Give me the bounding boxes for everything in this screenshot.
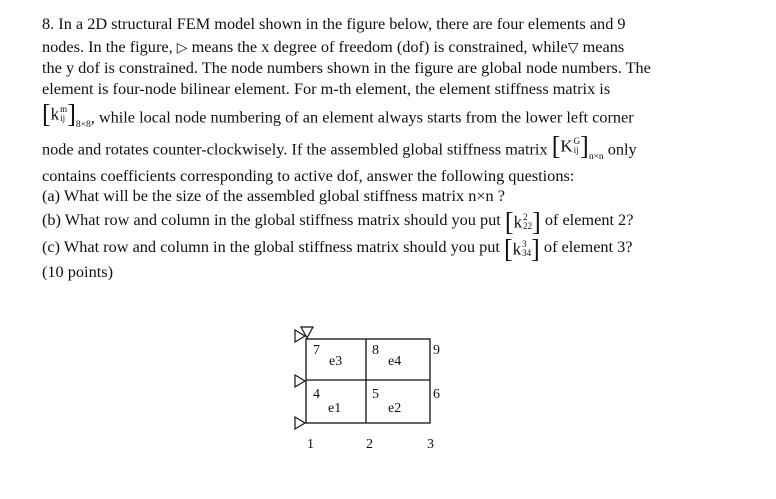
line2-text-a: nodes. In the figure,	[42, 37, 173, 56]
problem-line-3: the y dof is constrained. The node numbers shown in the figure are global node numbers. The	[42, 58, 651, 77]
k22-sub: 22	[523, 220, 533, 231]
problem-line-1: 8. In a 2D structural FEM model shown in the figure below, there are four elements and 9	[42, 14, 626, 33]
y-constraint-icon: ▽	[567, 40, 579, 56]
k34-sub: 34	[522, 247, 532, 258]
y-constraints	[301, 327, 313, 338]
line6-text-a: node and rotates counter-clockwisely. If the assembled global stiffness matrix	[42, 139, 548, 159]
K-sub: ij	[573, 145, 579, 156]
element-e1-label: e1	[328, 401, 342, 416]
points-label: (10 points)	[42, 262, 113, 281]
question-b-tail: of element 2?	[544, 210, 634, 229]
question-a: (a) What will be the size of the assembled global stiffness matrix n×n ?	[42, 186, 505, 205]
k22-sup: 2	[523, 211, 528, 222]
k-sub: ij	[60, 113, 66, 124]
global-stiffness-matrix: [K G ij ]$_{n\times n}$	[551, 131, 604, 162]
question-c-tail: of element 3?	[543, 237, 633, 256]
k34-base: k	[512, 238, 522, 258]
mesh-grid	[306, 339, 430, 423]
x-constraints	[295, 330, 305, 429]
node-7-label: 7	[313, 343, 320, 358]
line6-text-b: only	[607, 139, 637, 159]
k22-base: k	[513, 211, 523, 231]
question-c-text: (c) What row and column in the global stiffness matrix should you put	[42, 237, 500, 256]
question-b-text: (b) What row and column in the global stiffness matrix should you put	[42, 210, 501, 229]
K-sup: G	[573, 136, 581, 147]
problem-line-7: contains coefficients corresponding to active dof, answer the following questions:	[42, 166, 575, 185]
mesh-outline	[306, 339, 430, 423]
element-stiffness-matrix: [k m ij ]$_{8\times 8}$	[42, 99, 91, 130]
node-8-label: 8	[372, 343, 379, 358]
node-1-label: 1	[307, 437, 314, 452]
line2-text-c: means	[582, 37, 625, 56]
k22-element2: [k 2 22 ]	[504, 206, 541, 236]
k34-sup: 3	[522, 238, 527, 249]
y-constraint-icon	[301, 327, 313, 338]
x-constraint-icon	[295, 375, 305, 387]
node-2-label: 2	[366, 437, 373, 452]
node-6-label: 6	[433, 387, 440, 402]
K-base: K	[560, 136, 573, 156]
x-constraint-icon: ▷	[176, 40, 188, 56]
k-base: k	[50, 104, 60, 124]
k34-element3: [k 3 34 ]	[504, 233, 540, 263]
k-sup: m	[60, 104, 68, 115]
k-dim: 8×8	[75, 120, 91, 130]
K-dim: n×n	[588, 152, 604, 162]
node-9-label: 9	[433, 343, 440, 358]
node-3-label: 3	[427, 437, 434, 452]
problem-line-4: element is four-node bilinear element. For m-th element, the element stiffness matrix is	[42, 79, 611, 98]
element-e2-label: e2	[388, 401, 402, 416]
line5-text: , while local node numbering of an element always starts from the lower left corner	[90, 107, 634, 127]
node-5-label: 5	[372, 387, 379, 402]
element-e3-label: e3	[329, 354, 343, 369]
node-4-label: 4	[313, 387, 320, 402]
line2-text-b: means the x degree of freedom (dof) is constrained, while	[191, 37, 568, 56]
x-constraint-icon	[295, 417, 305, 429]
element-e4-label: e4	[388, 354, 402, 369]
